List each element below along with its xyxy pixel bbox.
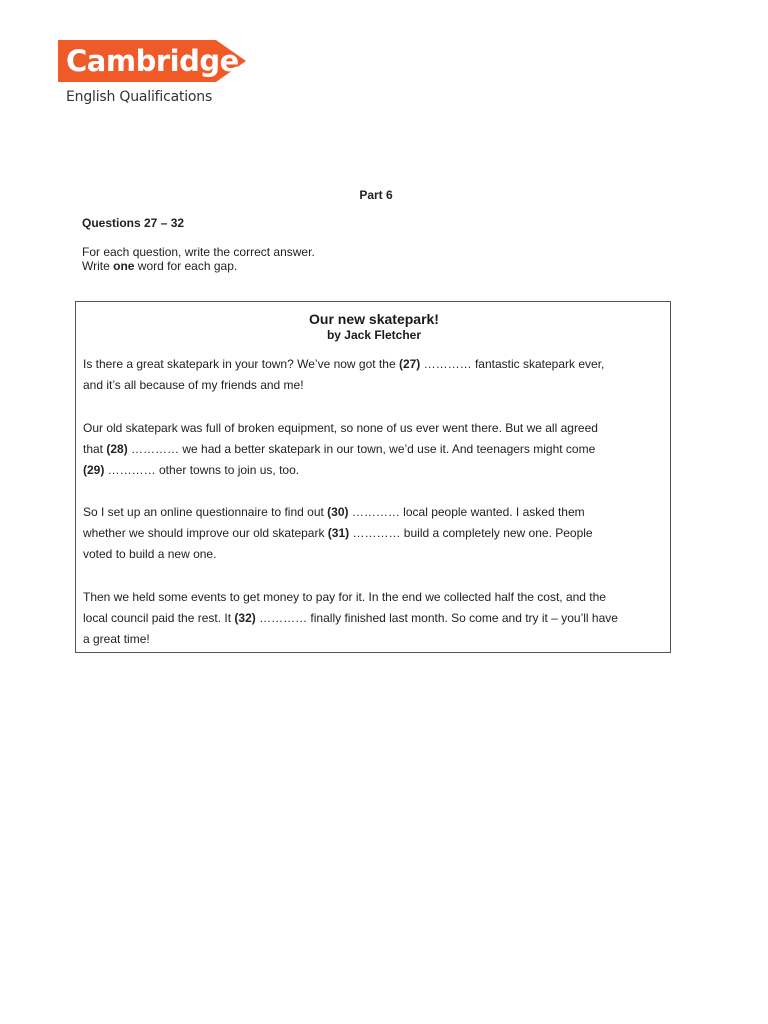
gap-number-30: (30) [327,505,349,519]
text-span: Is there a great skatepark in your town? We’ve now got the [83,357,399,371]
text-span: that [83,442,107,456]
reading-text-box [75,301,671,653]
instruction-emphasis: one [113,259,135,273]
text-span: ………… fantastic skatepark ever, [420,357,605,371]
text-line [83,439,663,460]
text-line [83,460,663,481]
gap-number-31: (31) [327,526,350,540]
text-line: a great time! [83,632,150,646]
text-span: ………… build a completely new one. People [349,526,593,540]
text-line [83,354,663,375]
gap-number-32: (32) [234,611,256,625]
text-span: ………… we had a better skatepark in our town, we’d use it. And teenagers might come [127,442,596,456]
gap-number-29: (29) [83,463,105,477]
text-line [83,608,663,629]
instruction-text: word for each gap. [134,259,238,273]
paragraph-1 [83,354,663,396]
part-title: Part 6 [359,188,393,202]
logo-brand-text: Cambridge [66,44,239,78]
article-title: Our new skatepark! [309,311,439,327]
paragraph-2 [83,418,663,481]
logo-subtitle: English Qualifications [66,89,213,105]
text-line: and it’s all because of my friends and me! [83,378,304,392]
article-author: by Jack Fletcher [326,328,422,342]
text-line [83,502,663,523]
text-span: ………… local people wanted. I asked them [348,505,585,519]
text-line: voted to build a new one. [83,547,217,561]
gap-number-28: (28) [106,442,128,456]
instruction-text: Write [82,259,114,273]
text-span: ………… finally finished last month. So come and try it – you’ll have [255,611,618,625]
text-line: Our old skatepark was full of broken equipment, so none of us ever went there. But we all agreed [83,421,598,435]
text-line: Then we held some events to get money to pay for it. In the end we collected half the cost, and the [83,590,606,604]
text-span: whether we should improve our old skatepark [83,526,328,540]
gap-number-27: (27) [398,357,421,371]
text-span: ………… other towns to join us, too. [104,463,300,477]
instructions [82,245,315,273]
instruction-line-2 [82,259,315,273]
cambridge-logo [58,40,248,82]
paragraph-3 [83,502,663,565]
paragraph-4 [83,587,663,650]
instruction-line-1: For each question, write the correct answer. [82,245,315,259]
text-line [83,523,663,544]
text-span: local council paid the rest. It [83,611,235,625]
questions-label: Questions 27 – 32 [82,216,185,230]
text-span: So I set up an online questionnaire to find out [83,505,328,519]
